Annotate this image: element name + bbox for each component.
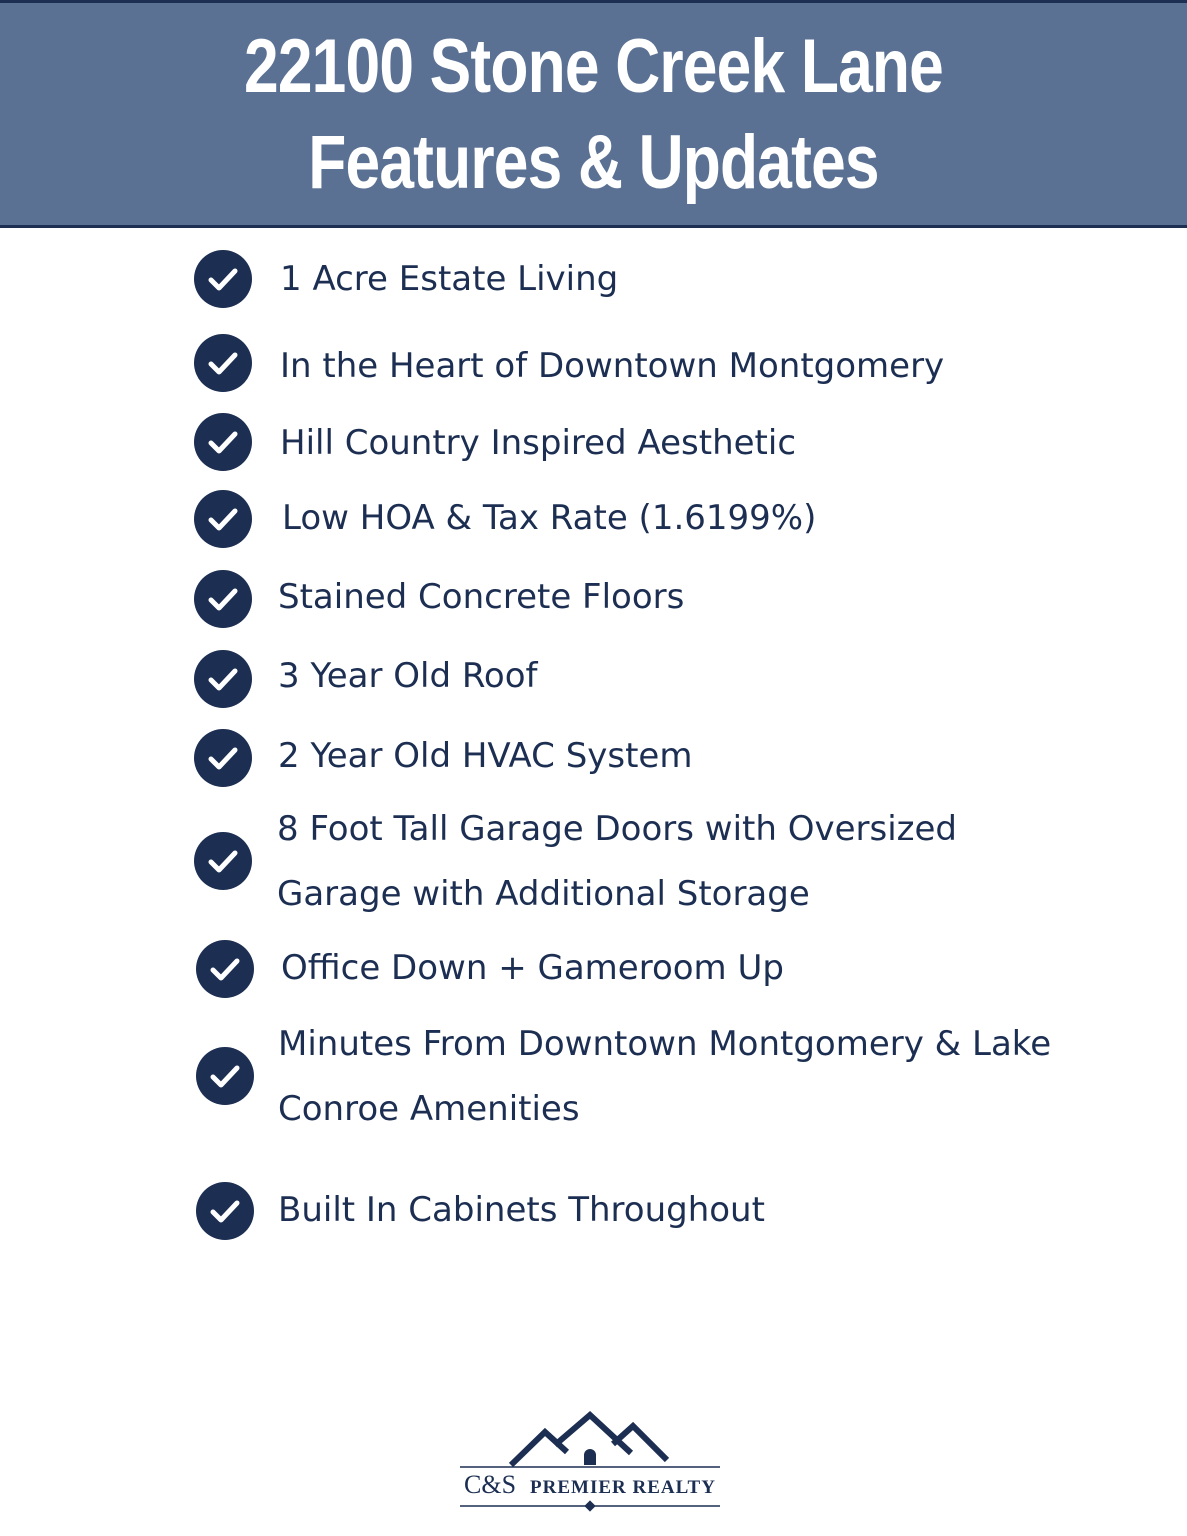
feature-text: Low HOA & Tax Rate (1.6199%)	[282, 498, 817, 538]
page-title-line2: Features & Updates	[308, 120, 879, 205]
feature-text: 2 Year Old HVAC System	[278, 736, 693, 776]
roof-lines-icon	[455, 1410, 725, 1525]
feature-text: Built In Cabinets Throughout	[278, 1190, 765, 1230]
check-circle-icon	[194, 250, 252, 308]
check-circle-icon	[194, 729, 252, 787]
company-logo	[455, 1410, 725, 1525]
page-title-line1: 22100 Stone Creek Lane	[243, 24, 943, 109]
check-circle-icon	[194, 650, 252, 708]
page-header	[0, 0, 1187, 228]
check-circle-icon	[196, 1047, 254, 1105]
feature-text: 3 Year Old Roof	[278, 656, 538, 696]
feature-text: 1 Acre Estate Living	[280, 259, 619, 299]
feature-text: In the Heart of Downtown Montgomery	[280, 346, 945, 386]
check-circle-icon	[196, 940, 254, 998]
check-circle-icon	[196, 1182, 254, 1240]
logo-initials: C&S	[464, 1470, 517, 1499]
check-circle-icon	[194, 413, 252, 471]
check-circle-icon	[194, 490, 252, 548]
check-circle-icon	[194, 832, 252, 890]
check-circle-icon	[194, 334, 252, 392]
check-circle-icon	[194, 570, 252, 628]
feature-text: 8 Foot Tall Garage Doors with Oversized Garage with Additional Storage	[277, 809, 958, 914]
logo-name: PREMIER REALTY	[530, 1477, 716, 1498]
feature-text: Minutes From Downtown Montgomery & Lake Conroe Amenities	[278, 1024, 1052, 1129]
feature-text: Hill Country Inspired Aesthetic	[280, 423, 797, 463]
feature-text: Office Down + Gameroom Up	[281, 948, 784, 988]
feature-text: Stained Concrete Floors	[278, 577, 685, 617]
